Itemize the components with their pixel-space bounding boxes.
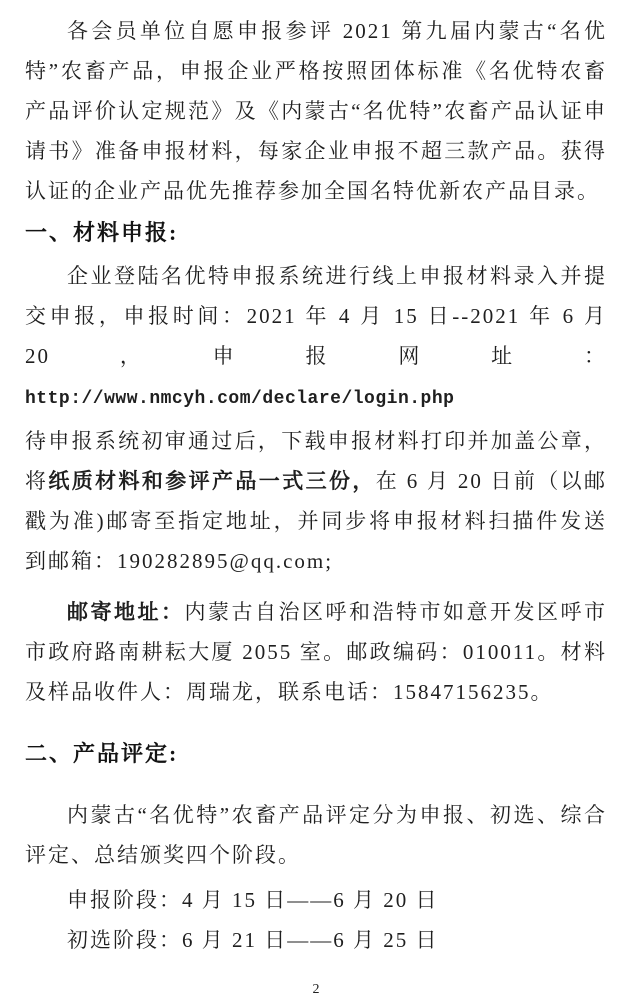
intro-paragraph: 各会员单位自愿申报参评 2021 第九届内蒙古“名优特”农畜产品，申报企业严格按照团体标准《名优特农畜产品评价认定规范》及《内蒙古“名优特”农畜产品认证申请书》准备申报材料，每家企业申报不超三款产品。获得认证的企业产品优先推荐参加全国名特优新农产品目录。 (25, 19, 607, 203)
section1-mailing-instructions-paragraph (25, 421, 607, 581)
stage-preliminary-line: 初选阶段：6 月 21 日——6 月 25 日 (67, 928, 439, 952)
application-url-text: http://www.nmcyh.com/declare/login.php (25, 389, 455, 409)
section2-heading: 二、产品评定: (25, 741, 179, 766)
mailing-address-text: 内蒙古自治区呼和浩特市如意开发区呼市市政府路南耕耘大厦 2055 室。邮政编码：010011。材料及样品收件人：周瑞龙，联系电话：15847156235。 (25, 600, 607, 704)
mailing-address-label: 邮寄地址： (67, 600, 185, 624)
after-review-text: 待申报系统初审通过后，下载申报材料打印并加盖公章，将 (25, 429, 607, 493)
mailing-deadline-text: 在 6 月 20 日前（以邮戳为准)邮寄至指定地址，并同步将申报材料扫描件发送到邮箱：190282895@qq.com; (25, 469, 608, 573)
section2-intro-paragraph: 内蒙古“名优特”农畜产品评定分为申报、初选、综合评定、总结颁奖四个阶段。 (25, 803, 607, 867)
section1-online-application-paragraph (25, 256, 607, 419)
paper-materials-bold-text: 纸质材料和参评产品一式三份， (48, 469, 376, 493)
section1-address-paragraph (25, 592, 607, 712)
page-number: 2 (312, 982, 320, 997)
stage-application-line: 申报阶段：4 月 15 日——6 月 20 日 (67, 888, 439, 912)
online-application-text: 企业登陆名优特申报系统进行线上申报材料录入并提交申报，申报时间：2021 年 4 月 15 日--2021 年 6 月 20，申报网址： (25, 264, 607, 368)
section1-heading: 一、材料申报: (25, 220, 179, 245)
